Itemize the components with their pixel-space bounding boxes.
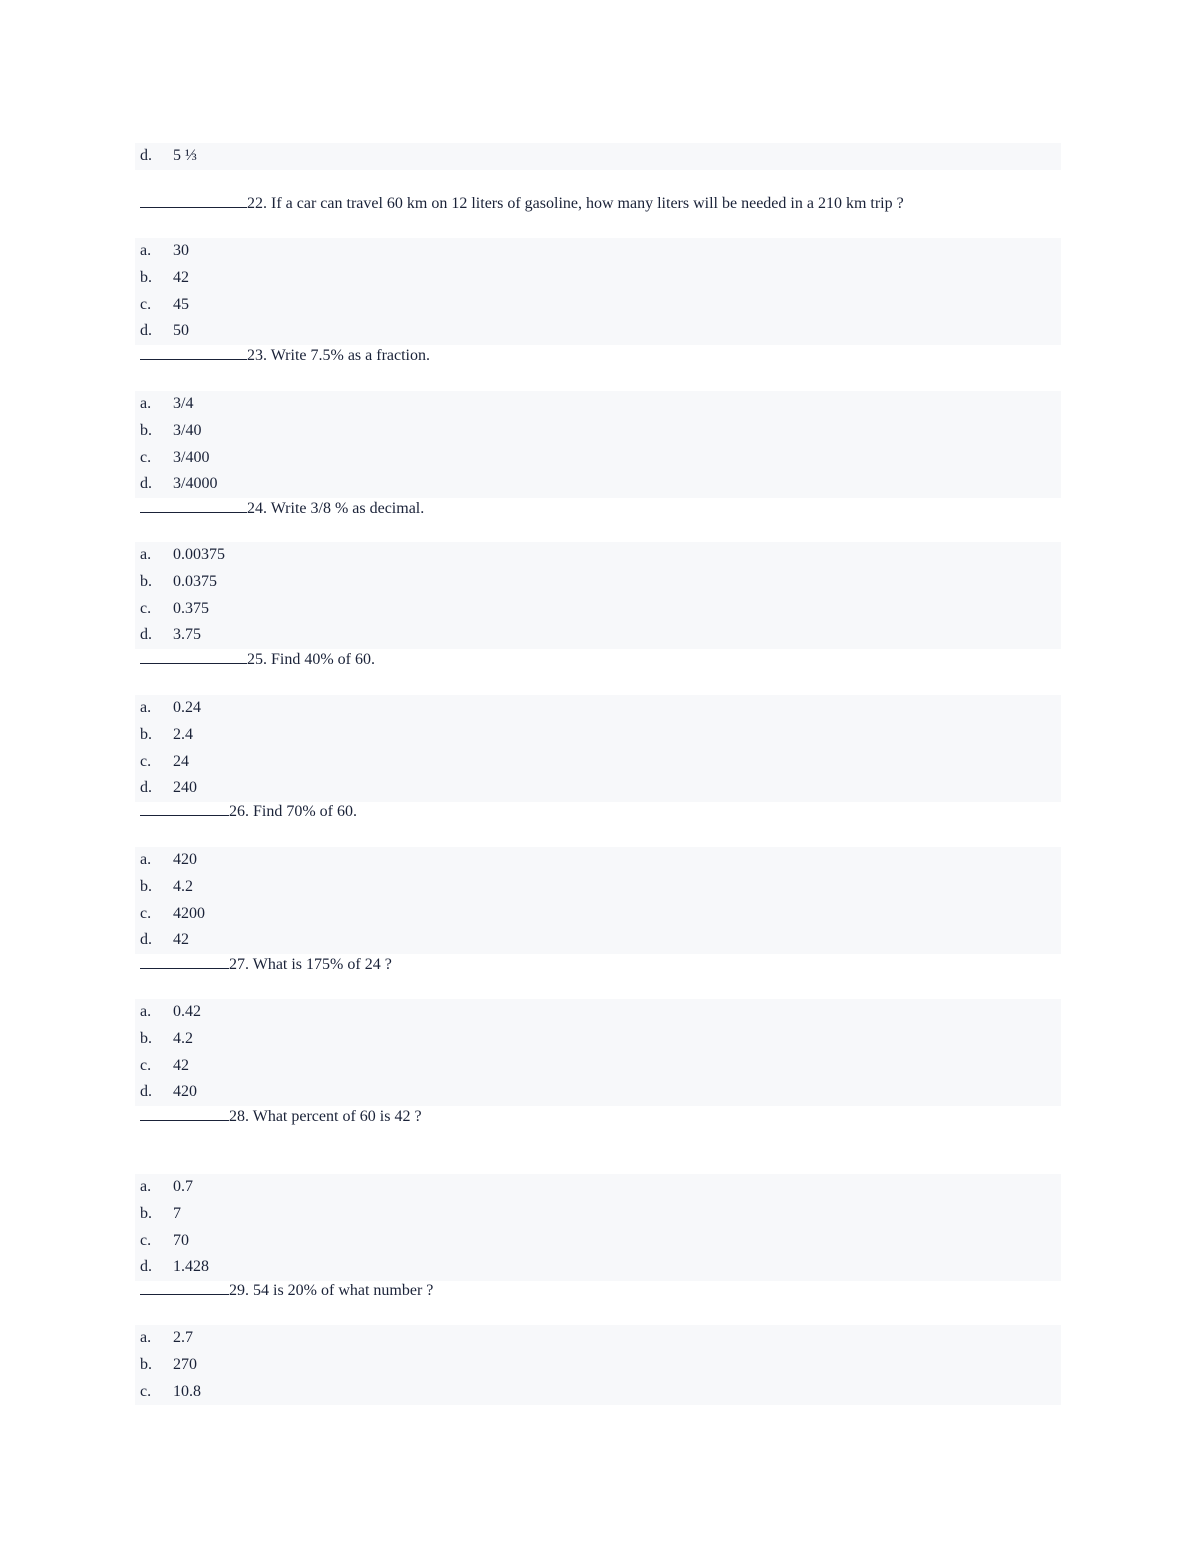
- option-value: 3/4: [173, 395, 194, 412]
- option-row: [135, 999, 1061, 1026]
- option-letter: b.: [140, 421, 152, 439]
- answer-blank[interactable]: [140, 345, 247, 360]
- question-28: [140, 1106, 422, 1127]
- option-row: [135, 1254, 1061, 1281]
- question-26: [140, 801, 357, 822]
- question-text: 22. If a car can travel 60 km on 12 liters of gasoline, how many liters will be needed in a 210 km trip ?: [247, 195, 904, 212]
- question-text: 27. What is 175% of 24 ?: [229, 956, 392, 973]
- option-letter: c.: [140, 752, 152, 770]
- option-row: [135, 542, 1061, 569]
- option-value: 7: [173, 1204, 181, 1222]
- option-letter: c.: [140, 295, 152, 313]
- option-value: 30: [173, 242, 189, 259]
- option-value: 0.42: [173, 1003, 201, 1020]
- answer-blank[interactable]: [140, 1106, 229, 1121]
- option-row: [135, 749, 1061, 776]
- option-row: [135, 775, 1061, 802]
- option-value: 2.4: [173, 725, 193, 743]
- answer-options: [135, 542, 1061, 649]
- option-row: [135, 927, 1061, 954]
- question-text: 29. 54 is 20% of what number ?: [229, 1282, 434, 1299]
- option-value: 4.2: [173, 877, 193, 895]
- option-value: 1.428: [173, 1258, 209, 1276]
- option-letter: c.: [140, 599, 152, 617]
- option-letter: a.: [140, 546, 152, 563]
- option-row: [135, 569, 1061, 596]
- option-row: [135, 418, 1061, 445]
- question-text: 24. Write 3/8 % as decimal.: [247, 500, 425, 517]
- option-value: 4.2: [173, 1029, 193, 1047]
- question-27: [140, 954, 392, 975]
- option-row: [135, 1379, 1061, 1406]
- answer-blank[interactable]: [140, 1280, 229, 1295]
- option-row: [135, 318, 1061, 345]
- option-value: 42: [173, 1056, 189, 1074]
- option-value: 2.7: [173, 1329, 193, 1346]
- option-row: [135, 874, 1061, 901]
- option-value: 45: [173, 295, 189, 313]
- option-letter: b.: [140, 725, 152, 743]
- option-value: 50: [173, 322, 189, 340]
- option-letter: c.: [140, 448, 152, 466]
- option-value: 3/4000: [173, 475, 218, 493]
- option-row: [135, 622, 1061, 649]
- question-25: [140, 649, 375, 670]
- answer-blank[interactable]: [140, 801, 229, 816]
- option-value: 42: [173, 931, 189, 949]
- option-row: [135, 265, 1061, 292]
- answer-options: [135, 695, 1061, 802]
- option-row: [135, 1026, 1061, 1053]
- option-letter: c.: [140, 1056, 152, 1074]
- option-letter: b.: [140, 268, 152, 286]
- option-value: 0.00375: [173, 546, 225, 563]
- option-value: 0.7: [173, 1178, 193, 1195]
- option-row: [135, 722, 1061, 749]
- option-row: [135, 1352, 1061, 1379]
- option-letter: a.: [140, 699, 152, 716]
- option-value: 0.24: [173, 699, 201, 716]
- option-row: [135, 238, 1061, 265]
- option-value: 10.8: [173, 1382, 201, 1400]
- question-22: [140, 193, 904, 214]
- option-letter: a.: [140, 1003, 152, 1020]
- option-letter: d.: [140, 931, 152, 949]
- answer-options: [135, 1174, 1061, 1281]
- option-letter: c.: [140, 1382, 152, 1400]
- option-letter: b.: [140, 572, 152, 590]
- question-29: [140, 1280, 433, 1301]
- option-row: [135, 143, 1061, 170]
- option-letter: c.: [140, 1231, 152, 1249]
- option-letter: a.: [140, 395, 152, 412]
- option-value: 70: [173, 1231, 189, 1249]
- answer-options: [135, 999, 1061, 1106]
- option-letter: b.: [140, 877, 152, 895]
- option-row: [135, 391, 1061, 418]
- option-value: 270: [173, 1355, 197, 1373]
- option-letter: d.: [140, 322, 152, 340]
- answer-options: [135, 143, 1061, 170]
- answer-options: [135, 391, 1061, 498]
- answer-blank[interactable]: [140, 649, 247, 664]
- question-text: 23. Write 7.5% as a fraction.: [247, 347, 430, 364]
- option-row: [135, 901, 1061, 928]
- option-row: [135, 596, 1061, 623]
- question-text: 25. Find 40% of 60.: [247, 651, 375, 668]
- option-value: 420: [173, 851, 197, 868]
- option-letter: d.: [140, 626, 152, 644]
- option-letter: d.: [140, 779, 152, 797]
- question-text: 26. Find 70% of 60.: [229, 803, 357, 820]
- option-row: [135, 1228, 1061, 1255]
- answer-blank[interactable]: [140, 193, 247, 208]
- option-letter: b.: [140, 1029, 152, 1047]
- option-row: [135, 1325, 1061, 1352]
- option-value: 3/400: [173, 448, 210, 466]
- option-value: 24: [173, 752, 189, 770]
- option-value: 420: [173, 1083, 197, 1101]
- question-24: [140, 498, 424, 519]
- option-letter: c.: [140, 904, 152, 922]
- option-row: [135, 847, 1061, 874]
- answer-options: [135, 847, 1061, 954]
- option-letter: a.: [140, 851, 152, 868]
- option-row: [135, 1201, 1061, 1228]
- option-letter: a.: [140, 242, 152, 259]
- option-letter: b.: [140, 1204, 152, 1222]
- option-value: 5 ⅓: [173, 147, 197, 164]
- option-value: 3/40: [173, 421, 202, 439]
- answer-blank[interactable]: [140, 954, 229, 969]
- option-row: [135, 292, 1061, 319]
- option-letter: d.: [140, 147, 152, 164]
- option-letter: d.: [140, 1083, 152, 1101]
- option-value: 42: [173, 268, 189, 286]
- option-letter: a.: [140, 1178, 152, 1195]
- option-letter: d.: [140, 1258, 152, 1276]
- answer-options: [135, 238, 1061, 345]
- question-text: 28. What percent of 60 is 42 ?: [229, 1108, 422, 1125]
- answer-options: [135, 1325, 1061, 1405]
- option-row: [135, 445, 1061, 472]
- option-value: 4200: [173, 904, 205, 922]
- option-letter: a.: [140, 1329, 152, 1346]
- option-letter: d.: [140, 475, 152, 493]
- option-row: [135, 1053, 1061, 1080]
- option-letter: b.: [140, 1355, 152, 1373]
- option-value: 3.75: [173, 626, 201, 644]
- question-23: [140, 345, 430, 366]
- option-value: 240: [173, 779, 197, 797]
- option-value: 0.0375: [173, 572, 217, 590]
- option-row: [135, 471, 1061, 498]
- option-row: [135, 1079, 1061, 1106]
- option-value: 0.375: [173, 599, 209, 617]
- option-row: [135, 1174, 1061, 1201]
- option-row: [135, 695, 1061, 722]
- answer-blank[interactable]: [140, 498, 247, 513]
